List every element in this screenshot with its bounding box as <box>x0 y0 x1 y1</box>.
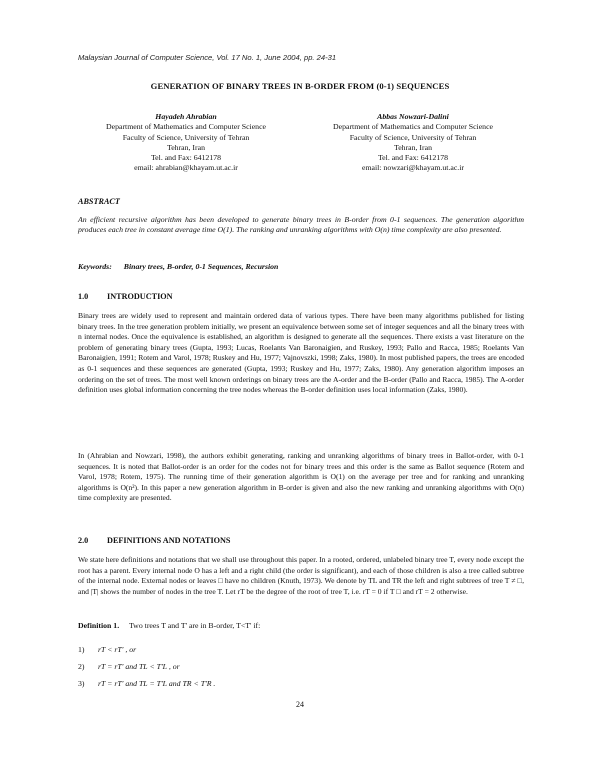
abstract-heading: ABSTRACT <box>78 197 120 206</box>
intro-paragraph-2: In (Ahrabian and Nowzari, 1998), the authors exhibit generating, ranking and unranking algorithms of binary trees in Ballot-order, with 0-1 sequences. It is noted that Ballot-order is an order for the codes not for binary trees and this order is the same as Ballot sequence (Rotem and Varol, 1978; Rotem, 1975). The running time of their generation algorithm is O(1) on the average per tree and for ranking and unranking algorithms is O(n²). In this paper a new generation algorithm in B-order is given and also the new ranking and unranking algorithms with O(n) time complexity are presented. <box>78 451 524 503</box>
author-department: Department of Mathematics and Computer Science <box>333 122 493 132</box>
item-expression: rT < rT' , or <box>97 645 137 654</box>
author-department: Department of Mathematics and Computer Science <box>106 122 266 132</box>
definitions-paragraph-1: We state here definitions and notations that we shall use throughout this paper. In a rooted, ordered, unlabeled binary tree T, every node except the root has a parent. Every internal node O has a left and a right child (the order is significant), and each of those children is also a tree called subtree of the internal node. External nodes or leaves □ have no children (Knuth, 1973). We denote by TL and TR the left and right subtrees of tree T ≠ □, and |T| shows the number of nodes in the tree T. Let rT be the degree of the root of tree T, i.e. rT = 0 if T □ and rT = 2 otherwise. <box>78 555 524 596</box>
section-title: DEFINITIONS AND NOTATIONS <box>107 536 231 545</box>
author-email[interactable]: email: ahrabian@khayam.ut.ac.ir <box>134 163 238 173</box>
item-number: 2) <box>78 662 85 671</box>
item-number: 1) <box>78 645 85 654</box>
section-number: 2.0 <box>78 536 89 545</box>
section-heading-introduction <box>78 292 173 301</box>
author-tel: Tel. and Fax: 6412178 <box>150 153 222 163</box>
page-number: 24 <box>296 700 304 709</box>
intro-paragraph-1: Binary trees are widely used to represent and maintain ordered data of various types. There have been many algorithms published for listing binary trees. In the tree generation problem initially, we present an equivalence between some set of integer sequences and all the binary trees with n internal nodes. Once the equivalence is established, an algorithm is designed to generate all the sequences. There exists a vast literature on the problem of generating binary trees (Gupta, 1993; Lucas, Roelants Van Baronaigien, and Ruskey, 1993; Pallo and Racca, 1985; Roelants Van Baronaigien, 1991; Rotem and Varol, 1978; Ruskey and Hu, 1977; Vajnovszki, 1998; Zaks, 1980). In most published papers, the trees are encoded as 0-1 sequences and these sequences are generated (Gupta, 1993; Ruskey and Hu, 1977; Zaks, 1980). Any generation algorithm imposes an ordering on the set of trees. The most well known orderings on binary trees are the A-order and the B-order (Pallo and Racca, 1985). The A-order definition uses global information concerning the tree nodes whereas the B-order definition uses local information (Zaks, 1980). <box>78 311 524 395</box>
item-number: 3) <box>78 679 85 688</box>
author-city: Tehran, Iran <box>394 142 432 152</box>
definition-item <box>78 679 215 688</box>
author-faculty: Faculty of Science, University of Tehran <box>349 132 477 142</box>
keywords-label: Keywords: <box>78 262 112 271</box>
author-name: Abbas Nowzari-Dalini <box>377 112 449 121</box>
definition-1 <box>78 621 260 630</box>
author-block-1 <box>76 112 296 174</box>
definition-label: Definition 1. <box>78 621 120 630</box>
definition-item <box>78 662 180 671</box>
paper-title: GENERATION OF BINARY TREES IN B-ORDER FROM (0-1) SEQUENCES <box>150 81 450 91</box>
definition-text: Two trees T and T' are in B-order, T<T' if: <box>128 621 261 630</box>
author-name: Hayadeh Ahrabian <box>155 112 217 121</box>
abstract-text: An efficient recursive algorithm has been developed to generate binary trees in B-order from 0-1 sequences. The generation algorithm produces each tree in constant average time O(1). The ranking and unranking algorithms with O(n) time complexity are also presented. <box>78 215 524 235</box>
item-expression: rT = rT' and TL < T'L , or <box>97 662 180 671</box>
author-block-2 <box>303 112 523 174</box>
author-tel: Tel. and Fax: 6412178 <box>377 153 449 163</box>
author-city: Tehran, Iran <box>167 142 205 152</box>
section-title: INTRODUCTION <box>107 292 173 301</box>
keywords-line <box>78 262 524 271</box>
section-number: 1.0 <box>78 292 89 301</box>
definition-item <box>78 645 136 654</box>
author-faculty: Faculty of Science, University of Tehran <box>122 132 250 142</box>
item-expression: rT = rT' and TL = T'L and TR < T'R . <box>97 679 216 688</box>
journal-header: Malaysian Journal of Computer Science, Vol. 17 No. 1, June 2004, pp. 24-31 <box>78 53 337 62</box>
keywords-text: Binary trees, B-order, 0-1 Sequences, Recursion <box>123 262 279 271</box>
section-heading-definitions <box>78 536 231 545</box>
author-email[interactable]: email: nowzari@khayam.ut.ac.ir <box>361 163 464 173</box>
